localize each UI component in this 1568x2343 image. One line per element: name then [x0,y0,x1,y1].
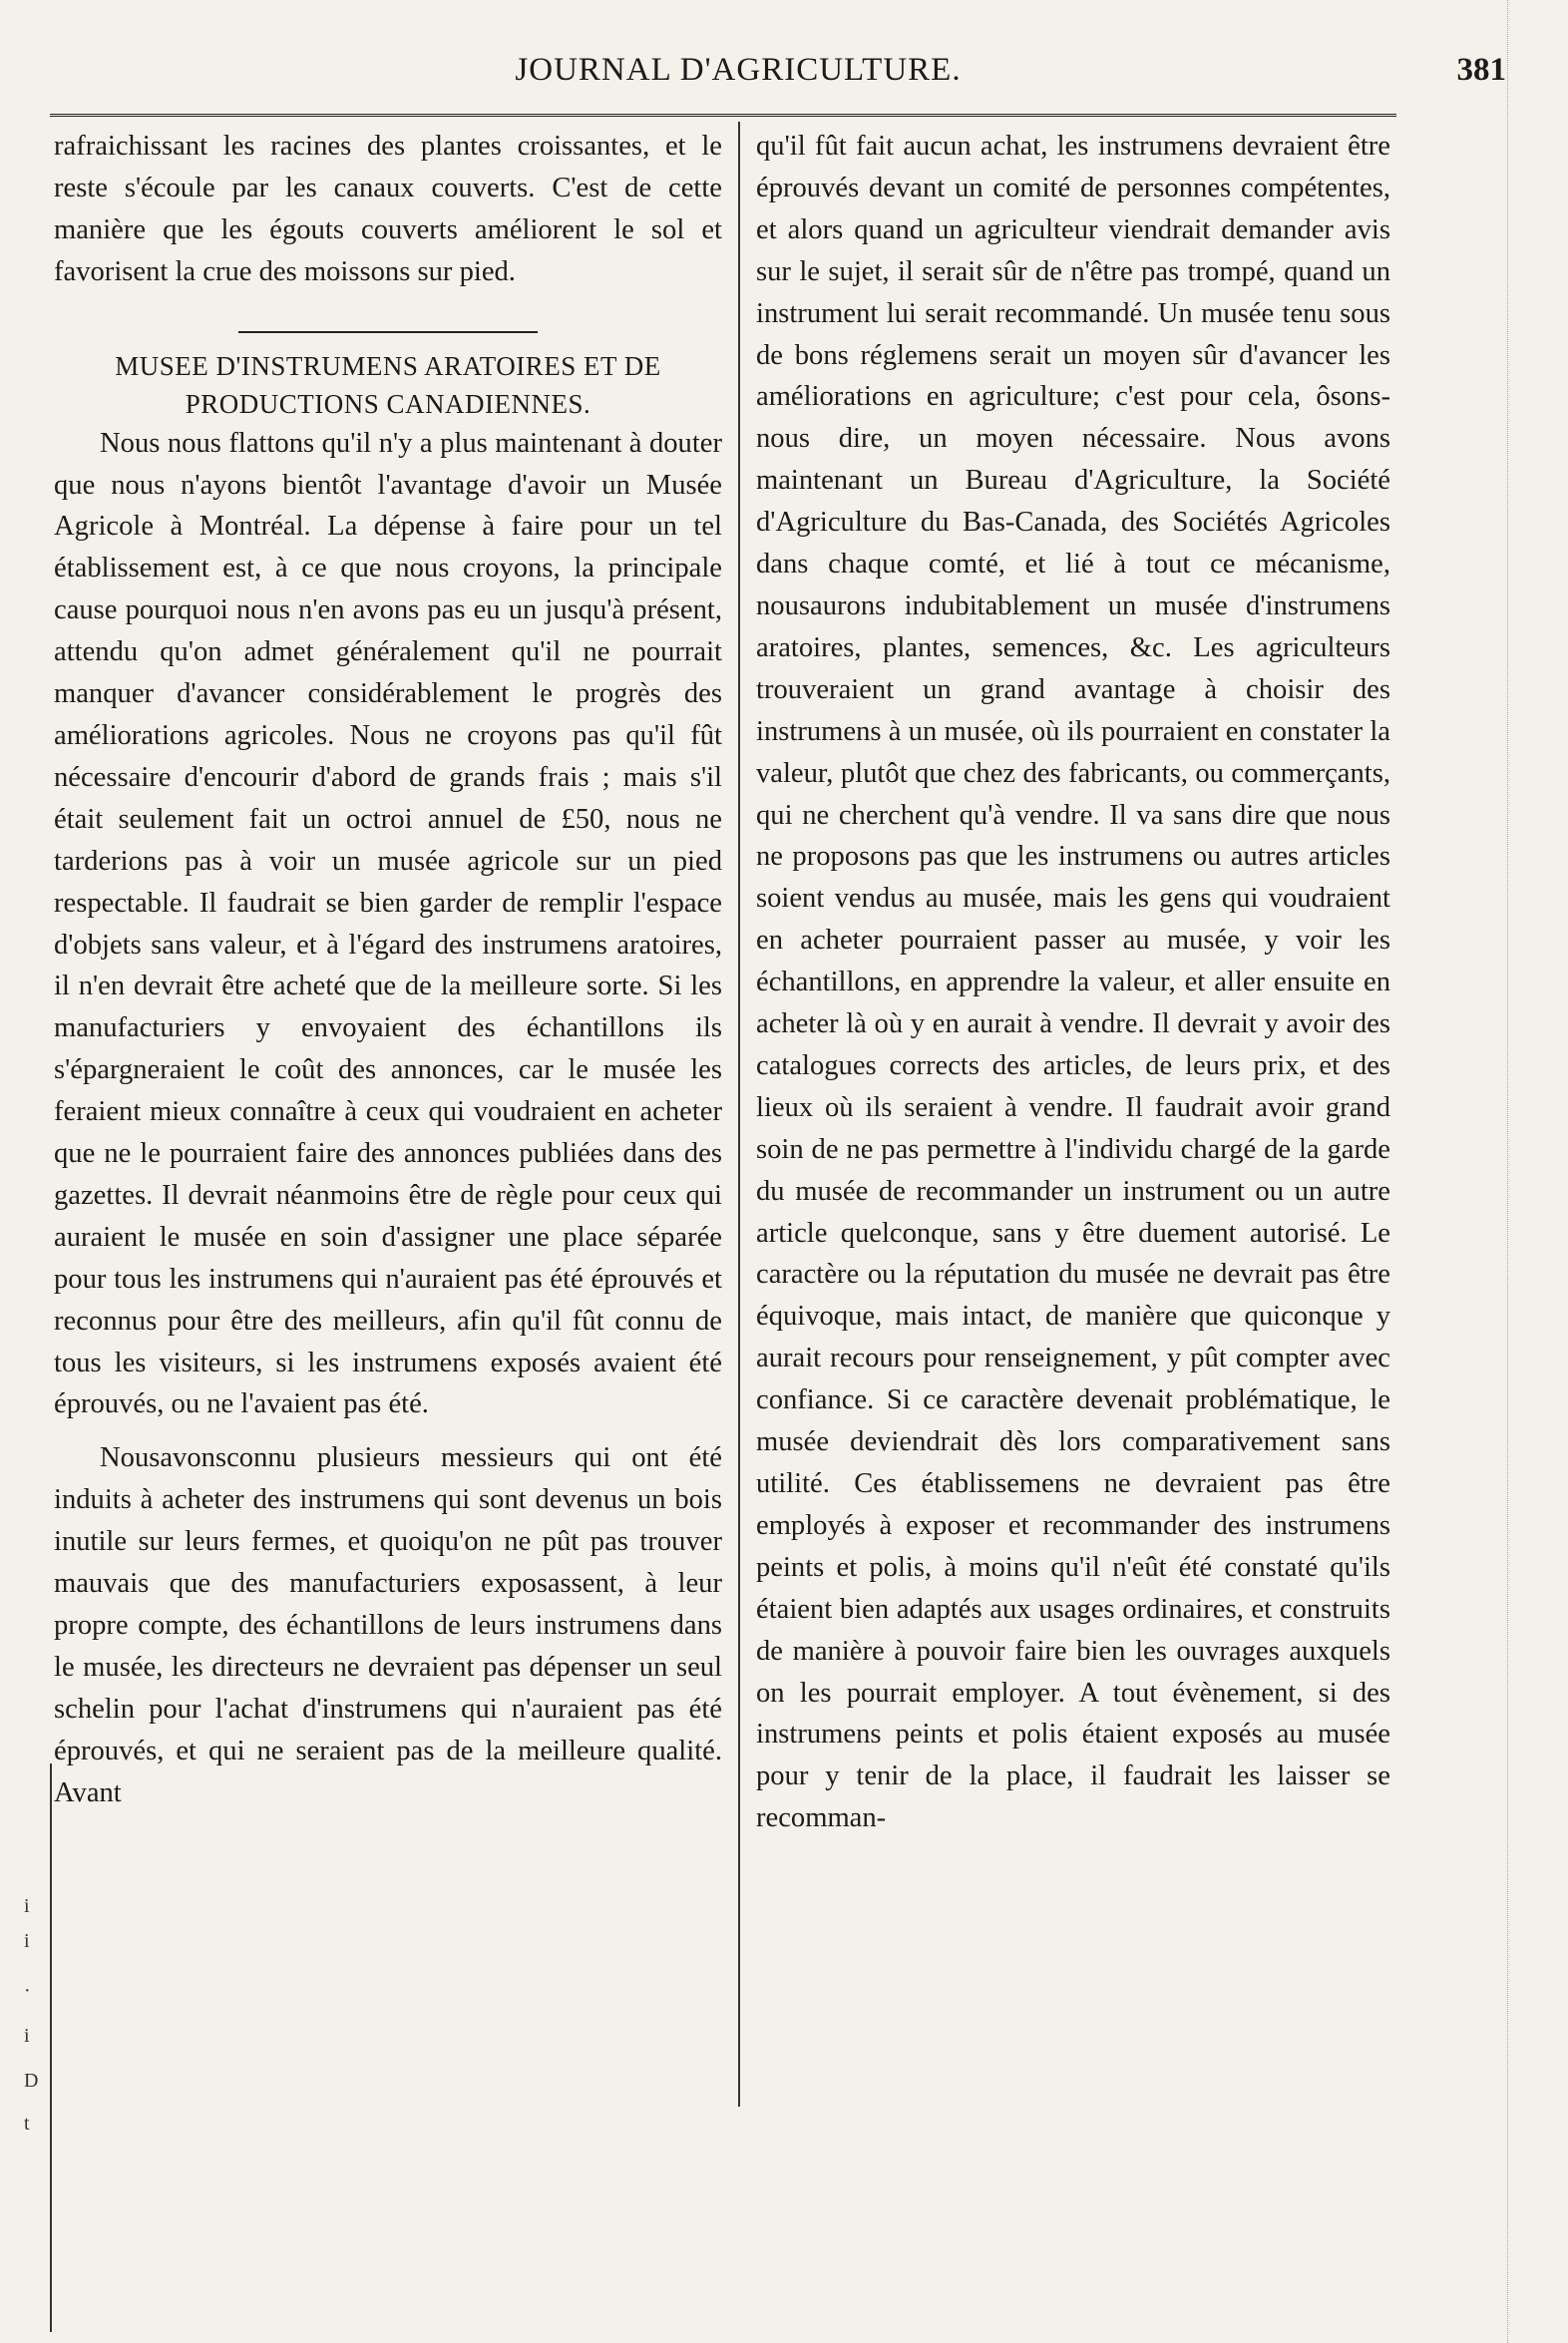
intro-paragraph: rafraichissant les racines des plantes croissantes, et le reste s'écoule par les canaux couverts. C'est de cette manière que les égouts couverts améliorent le sol et favorisent la crue des moissons sur pied. [54,131,722,287]
margin-mark: t [24,2113,30,2135]
left-column [54,126,722,2126]
article-paragraph-1: Nous nous flattons qu'il n'y a plus maintenant à douter que nous n'ayons bientôt l'avantage d'avoir un Musée Agricole à Montréal. La dépense à faire pour un tel établissement est, à ce que nous croyons, la principale cause pourquoi nous n'en avons pas eu un jusqu'à présent, attendu qu'on admet généralement qu'il ne pourrait manquer d'avancer considérablement le progrès des améliorations agricoles. Nous ne croyons pas qu'il fût nécessaire d'encourir d'abord de grands frais ; mais s'il était seulement fait un octroi annuel de £50, nous ne tarderions pas à voir un musée agricole sur un pied respectable. Il faudrait se bien garder de remplir l'espace d'objets sans valeur, et à l'égard des instrumens aratoires, il n'en devrait être acheté que de la meilleure sorte. Si les manufacturiers y envoyaient des échantillons ils s'épargneraient le coût des annonces, car le musée les feraient mieux connaître à ceux qui voudraient en acheter que ne le pourraient faire des annonces publiées dans des gazettes. Il devrait néanmoins être de règle pour ceux qui auraient le musée en soin d'assigner une place séparée pour tous les instrumens qui n'auraient pas été éprouvés et reconnus pour être des meilleurs, afin qu'il fût connu de tous les visiteurs, si les instrumens exposés avaient été éprouvés, ou ne l'avaient pas été. [54,427,722,1420]
margin-mark: i [24,2025,30,2047]
page-number: 381 [1456,52,1506,88]
column-divider [738,122,740,2107]
section-title-line-1: MUSEE D'INSTRUMENS ARATOIRES ET DE [115,350,661,381]
running-header [40,52,1506,104]
section-title-line-2: PRODUCTIONS CANADIENNES. [185,388,591,419]
article-paragraph-2: Nousavonsconnu plusieurs messieurs qui ont été induits à acheter des instrumens qui sont devenus un bois inutile sur leurs fermes, et quoiqu'on ne pût pas trouver mauvais que des manufacturiers exposassent, à leur propre compte, des échantillons de leurs instrumens dans le musée, les directeurs ne devraient pas dépenser un seul schelin pour l'achat d'instrumens qui n'auraient pas été éprouvés, et qui ne seraient pas de la meilleure qualité. Avant [54,1442,722,1808]
journal-title: JOURNAL D'AGRICULTURE. [515,52,962,88]
right-column [756,126,1390,2126]
margin-mark: i [24,1930,30,1952]
section-title [54,347,722,423]
scan-edge-noise [1507,0,1508,2343]
article-paragraph-continued: qu'il fût fait aucun achat, les instrumens devraient être éprouvés devant un comité de personnes compétentes, et alors quand un agriculteur viendrait demander avis sur le sujet, il serait sûr de n'être pas trompé, quand un instrument lui serait recommandé. Un musée tenu sous de bons réglemens serait un moyen sûr d'avancer les améliorations en agriculture; c'est pour cela, ôsons-nous dire, un moyen nécessaire. Nous avons maintenant un Bureau d'Agriculture, la Société d'Agriculture du Bas-Canada, des Sociétés Agricoles dans chaque comté, et lié à tout ce mécanisme, nousaurons indubitablement un musée d'instrumens aratoires, plantes, semences, &c. Les agriculteurs trouveraient un grand avantage à choisir des instrumens à un musée, où ils pourraient en constater la valeur, plutôt que chez des fabricants, ou commerçants, qui ne cherchent qu'à vendre. Il va sans dire que nous ne proposons pas que les instrumens ou autres articles soient vendus au musée, mais les gens qui voudraient en acheter pourraient passer au musée, y voir les échantillons, en apprendre la valeur, et aller ensuite en acheter là où y en aurait à vendre. Il devrait y avoir des catalogues corrects des articles, de leurs prix, et des lieux où ils seraient à vendre. Il faudrait avoir grand soin de ne pas permettre à l'individu chargé de la garde du musée de recommander un instrument ou un autre article quelconque, sans y être duement autorisé. Le caractère ou la réputation du musée ne devrait pas être équivoque, mais intact, de manière que quiconque y aurait recours pour renseignement, y pût compter avec confiance. Si ce caractère devenait problématique, le musée deviendrait dès lors comparativement sans utilité. Ces établissemens ne devraient pas être employés à exposer et recommander des instrumens peints et polis, à moins qu'il n'eût été constaté qu'ils étaient bien adaptés aux usages ordinaires, et construits de manière à pouvoir faire bien les ouvrages auxquels on les pourrait employer. A tout évènement, si des instrumens peints et polis étaient exposés au musée pour y tenir de la place, il faudrait les laisser se recomman- [756,131,1390,1834]
header-rule [50,114,1396,117]
margin-rule [50,1763,52,2332]
section-divider [238,331,538,333]
margin-mark: · [24,1980,31,2002]
margin-mark: i [24,1895,30,1917]
margin-mark: D [24,2070,39,2092]
